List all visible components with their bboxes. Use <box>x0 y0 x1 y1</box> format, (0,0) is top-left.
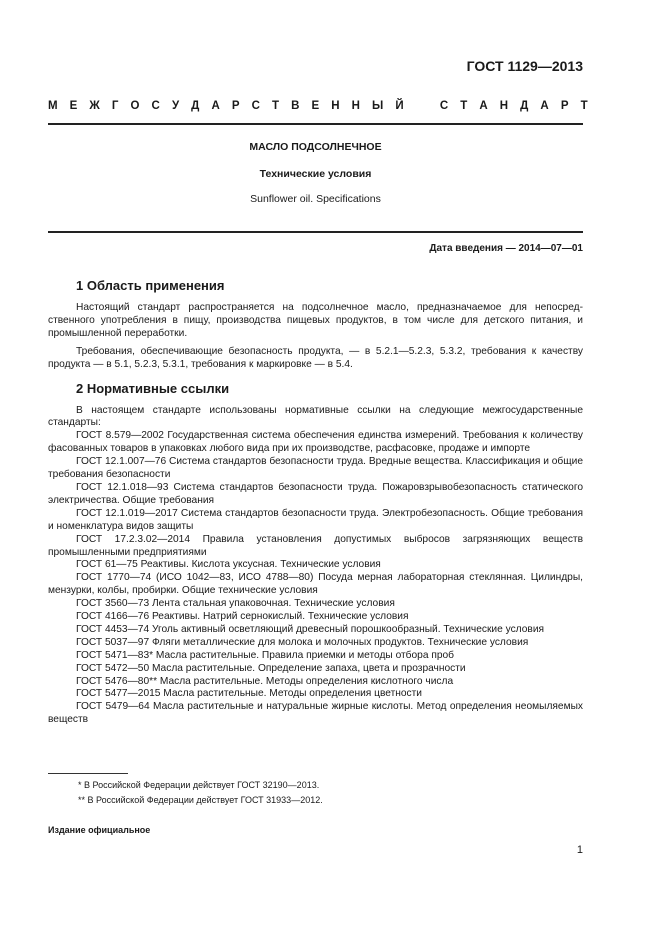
document-body <box>48 278 583 727</box>
paragraph: В настоящем стандарте использованы нормативные ссылки на следующие межгосударственные стандарты: <box>48 404 583 429</box>
banner-letter: С <box>251 100 260 112</box>
reference-item: ГОСТ 12.1.018—93 Система стандартов безопасности труда. Пожаровзрывобезопасность статического электричества. Общие требования <box>48 481 583 506</box>
doc-number: ГОСТ 1129—2013 <box>466 58 583 74</box>
banner-letter: Н <box>499 100 509 112</box>
banner-letter: Й <box>395 100 404 112</box>
reference-item: ГОСТ 12.1.007—76 Система стандартов безопасности труда. Вредные вещества. Классификация и общие требования безопасности <box>48 456 583 481</box>
banner-letter: Г <box>111 100 119 112</box>
banner-letter: О <box>130 100 140 112</box>
reference-item: ГОСТ 3560—73 Лента стальная упаковочная. Технические условия <box>76 598 395 610</box>
banner-letter: Т <box>271 100 280 112</box>
reference-item: ГОСТ 5472—50 Масла растительные. Определение запаха, цвета и прозрачности <box>76 662 466 674</box>
banner-letter: В <box>291 100 300 112</box>
paragraph: Требования, обеспечивающие безопасность продукта, — в 5.2.1—5.2.3, 5.3.2, требования к качеству продукта — в 5.1, 5.2.3, 5.3.1, требования к маркировке — в 5.4. <box>48 345 583 370</box>
reference-item: ГОСТ 17.2.3.02—2014 Правила установления допустимых выбросов загрязняющих веществ промышленными предприятиями <box>48 533 583 558</box>
document-english-title: Sunflower oil. Specifications <box>250 193 381 205</box>
banner-letter: А <box>540 100 549 112</box>
footnote: * В Российской Федерации действует ГОСТ 32190—2013. <box>78 780 320 790</box>
banner-letter: У <box>171 100 180 112</box>
intro-date: Дата введения — 2014—07—01 <box>429 243 583 254</box>
official-edition-label: Издание официальное <box>48 825 151 835</box>
reference-item: ГОСТ 12.1.019—2017 Система стандартов безопасности труда. Электробезопасность. Общие требования и номенклатура видов защиты <box>48 507 583 532</box>
document-subtitle: Технические условия <box>259 168 372 180</box>
banner-letter: Н <box>331 100 340 112</box>
reference-item: ГОСТ 4453—74 Уголь активный осветляющий древесный порошкообразный. Технические условия <box>76 623 545 635</box>
footnote-divider <box>48 773 128 774</box>
page-number: 1 <box>576 844 583 856</box>
reference-item: ГОСТ 5477—2015 Масла растительные. Методы определения цветности <box>76 688 422 700</box>
banner-letter: С <box>151 100 160 112</box>
banner-letter: Е <box>69 100 78 112</box>
section-heading: 2 Нормативные ссылки <box>76 380 230 396</box>
reference-item: ГОСТ 5479—64 Масла растительные и натуральные жирные кислоты. Метод определения неомыляемых веществ <box>48 701 583 726</box>
reference-item: ГОСТ 1770—74 (ИСО 1042—83, ИСО 4788—80) Посуда мерная лабораторная стеклянная. Цилиндры, мензурки, колбы, пробирки. Общие технические условия <box>48 572 583 597</box>
interstate-standard-banner <box>48 100 588 112</box>
reference-item: ГОСТ 5476—80** Масла растительные. Методы определения кислотного числа <box>76 675 454 687</box>
banner-letter: Н <box>351 100 360 112</box>
reference-item: ГОСТ 5471—83* Масла растительные. Правила приемки и методы отбора проб <box>76 649 455 661</box>
banner-letter: Т <box>580 100 588 112</box>
paragraph: Настоящий стандарт распространяется на подсолнечное масло, предназначаемое для непосредственного употребления в пищу, производства пищевых продуктов, в том числе для детского питания, и промышленной переработки. <box>48 302 583 339</box>
reference-item: ГОСТ 5037—97 Фляги металлические для молока и молочных продуктов. Технические условия <box>76 636 529 648</box>
banner-letter: Р <box>560 100 569 112</box>
banner-letter: Р <box>231 100 240 112</box>
footnote: ** В Российской Федерации действует ГОСТ 31933—2012. <box>78 795 323 805</box>
banner-letter: С <box>439 100 449 112</box>
banner-letter: А <box>211 100 220 112</box>
header-divider <box>48 123 583 125</box>
banner-letter: Е <box>311 100 320 112</box>
banner-letter: А <box>479 100 488 112</box>
section-heading: 1 Область применения <box>76 278 225 293</box>
reference-item: ГОСТ 8.579—2002 Государственная система обеспечения единства измерений. Требования к количеству фасованных товаров в упаковках любого вида при их производстве, расфасовке, продаже и импорте <box>48 430 583 455</box>
footnotes <box>78 778 323 808</box>
banner-letter: Д <box>191 100 200 112</box>
reference-item: ГОСТ 4166—76 Реактивы. Натрий сернокислый. Технические условия <box>76 611 409 623</box>
banner-letter: Ж <box>89 100 100 112</box>
banner-letter: М <box>48 100 58 112</box>
document-title: МАСЛО ПОДСОЛНЕЧНОЕ <box>249 141 382 153</box>
banner-letter: Ы <box>372 100 384 112</box>
banner-letter: Т <box>460 100 468 112</box>
banner-letter: Д <box>520 100 529 112</box>
title-divider <box>48 231 583 233</box>
reference-item: ГОСТ 61—75 Реактивы. Кислота уксусная. Технические условия <box>76 559 381 571</box>
